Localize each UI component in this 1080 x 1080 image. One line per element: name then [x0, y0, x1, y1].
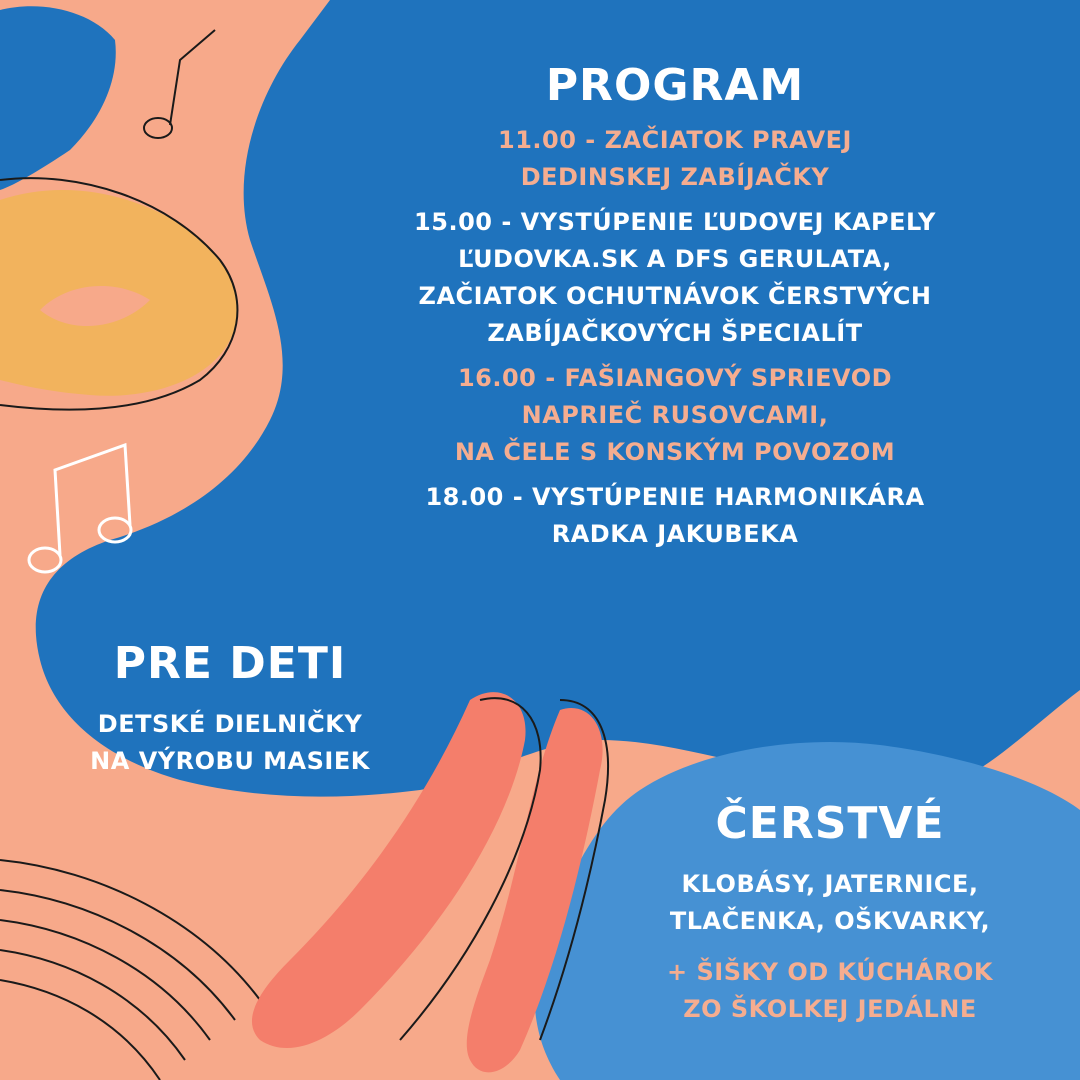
fresh-line: TLAČENKA, OŠKVARKY, — [669, 907, 991, 936]
kids-line: DETSKÉ DIELNIČKY — [97, 710, 363, 739]
fresh-products — [600, 866, 1060, 940]
program-line: NAPRIEČ RUSOVCAMI, — [521, 401, 829, 430]
program-item-1600 — [330, 360, 1020, 471]
fresh-extra-line: ZO ŠKOLKEJ JEDÁLNE — [683, 995, 977, 1024]
program-line: 15.00 - VYSTÚPENIE ĽUDOVEJ KAPELY — [414, 208, 936, 237]
fresh-section — [600, 800, 1060, 1036]
kids-section — [40, 640, 420, 780]
blue-leaf-top-left — [0, 6, 116, 190]
program-item-1500 — [330, 204, 1020, 352]
fresh-line: KLOBÁSY, JATERNICE, — [681, 870, 979, 899]
program-line: ZABÍJAČKOVÝCH ŠPECIALÍT — [487, 319, 863, 348]
program-line: 18.00 - VYSTÚPENIE HARMONIKÁRA — [425, 483, 925, 512]
program-section — [330, 62, 1020, 561]
fresh-extra-line: + ŠIŠKY OD KÚCHÁROK — [667, 958, 993, 987]
program-line: 11.00 - ZAČIATOK PRAVEJ — [498, 126, 852, 155]
program-line: RADKA JAKUBEKA — [551, 520, 799, 549]
program-line: ZAČIATOK OCHUTNÁVOK ČERSTVÝCH — [418, 282, 932, 311]
program-line: 16.00 - FAŠIANGOVÝ SPRIEVOD — [457, 364, 893, 393]
music-note-icon-small — [144, 30, 215, 138]
program-item-1100 — [330, 122, 1020, 196]
program-line: ĽUDOVKA.SK A DFS GERULATA, — [458, 245, 892, 274]
arc-lines — [0, 860, 260, 1080]
fresh-extra — [600, 954, 1060, 1028]
program-item-1800 — [330, 479, 1020, 553]
program-line: DEDINSKEJ ZABÍJAČKY — [520, 163, 830, 192]
kids-title: PRE DETI — [113, 638, 347, 689]
program-line: NA ČELE S KONSKÝM POVOZOM — [454, 438, 896, 467]
kids-line: NA VÝROBU MASIEK — [90, 747, 370, 776]
program-title: PROGRAM — [545, 60, 805, 111]
fresh-title: ČERSTVÉ — [715, 798, 945, 849]
